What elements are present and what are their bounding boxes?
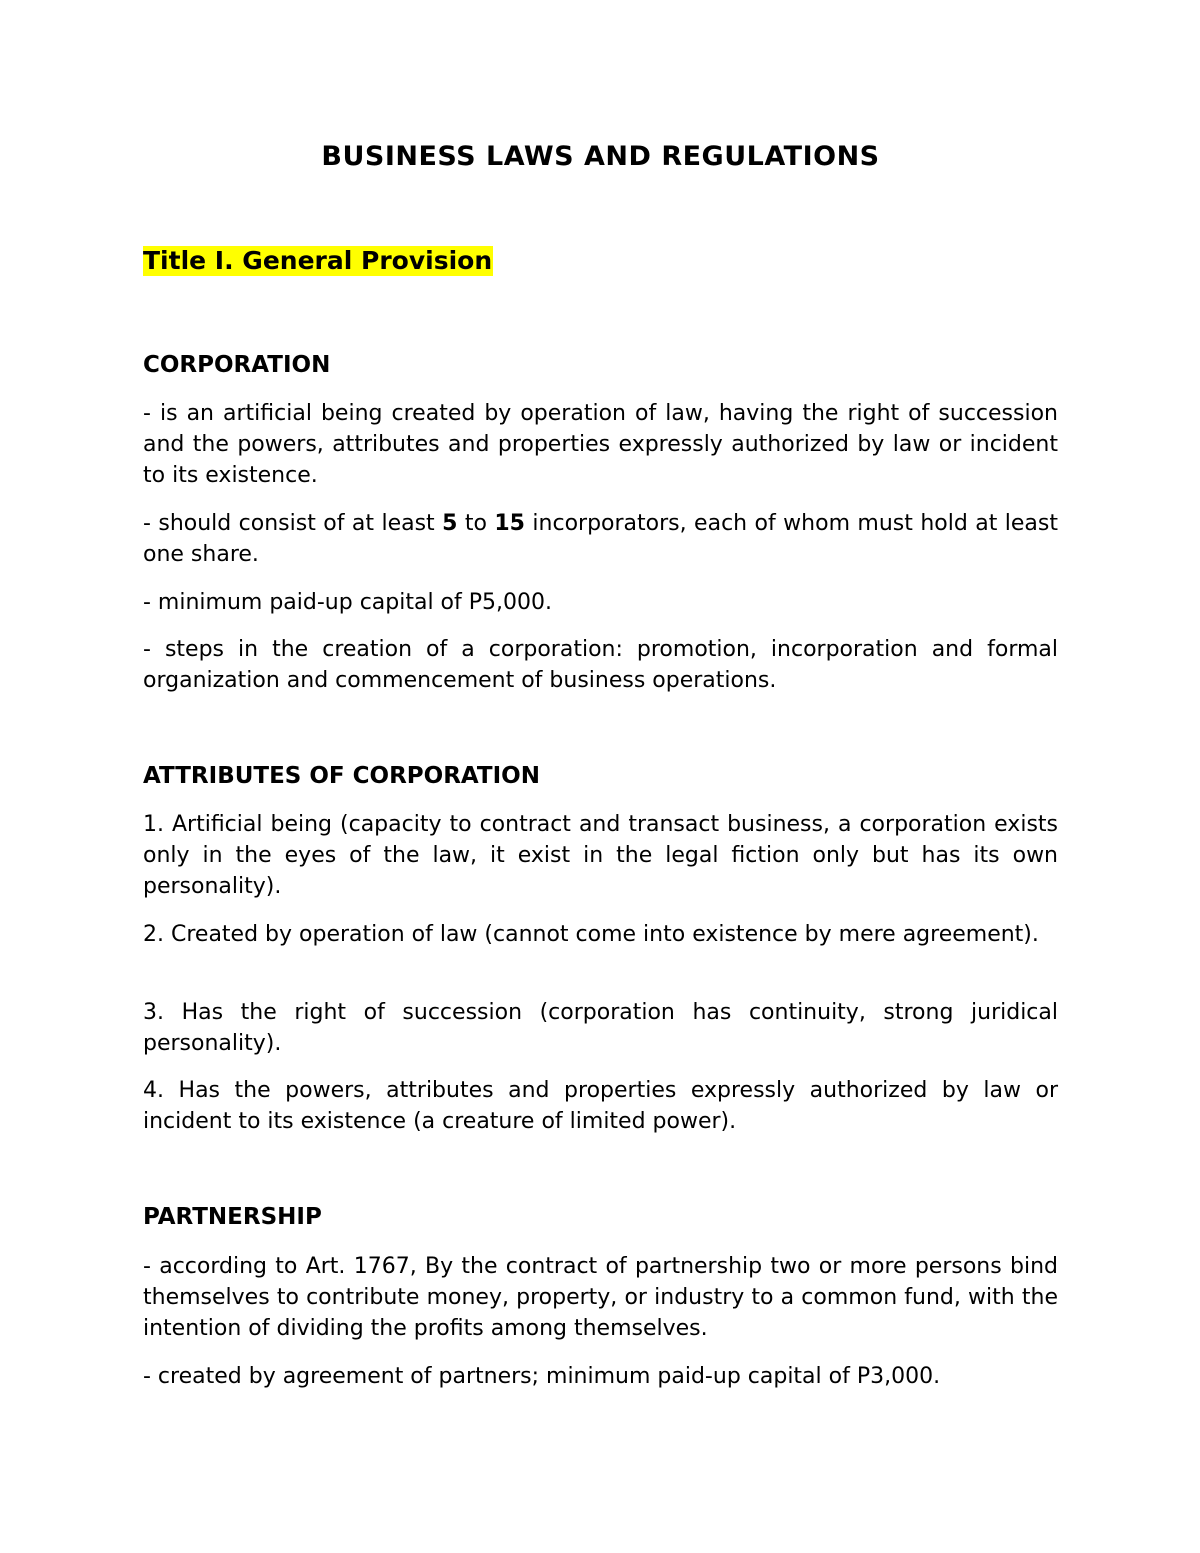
attribute-item-2: 2. Created by operation of law (cannot come into existence by mere agreement). (143, 922, 1039, 947)
partnership-definition: - according to Art. 1767, By the contract of partnership two or more persons bind themselves to contribute money, property, or industry to a common fund, with the intention of dividing the profits among themselves. (143, 1254, 1058, 1341)
corporation-steps: - steps in the creation of a corporation: promotion, incorporation and formal organization and commencement of business operations. (143, 637, 1058, 693)
incorporators-text-a: - should consist of at least (143, 511, 443, 536)
attribute-item-3: 3. Has the right of succession (corporation has continuity, strong juridical personality). (143, 1000, 1058, 1056)
attribute-item-1: 1. Artificial being (capacity to contract and transact business, a corporation exists only in the eyes of the law, it exist in the legal fiction only but has its own personality). (143, 812, 1058, 899)
section-title (143, 244, 493, 278)
partnership-heading: PARTNERSHIP (143, 1204, 322, 1230)
incorporators-text-b: to (457, 511, 495, 536)
corporation-incorporators (143, 508, 1058, 570)
partnership-capital: - created by agreement of partners; minimum paid-up capital of P3,000. (143, 1364, 941, 1389)
corporation-heading: CORPORATION (143, 352, 331, 378)
corporation-capital: - minimum paid-up capital of P5,000. (143, 590, 552, 615)
incorporators-text-c: incorporators, each of whom must hold at least one share. (143, 511, 1058, 567)
attribute-item-4: 4. Has the powers, attributes and properties expressly authorized by law or incident to its existence (a creature of limited power). (143, 1078, 1058, 1134)
document-title: BUSINESS LAWS AND REGULATIONS (321, 141, 880, 172)
corporation-definition: - is an artificial being created by operation of law, having the right of succession and the powers, attributes and properties expressly authorized by law or incident to its existence. (143, 401, 1058, 488)
attributes-heading: ATTRIBUTES OF CORPORATION (143, 763, 540, 789)
incorporators-max: 15 (494, 511, 525, 536)
incorporators-min: 5 (442, 511, 458, 536)
section-title-highlight: Title I. General Provision (143, 246, 493, 275)
